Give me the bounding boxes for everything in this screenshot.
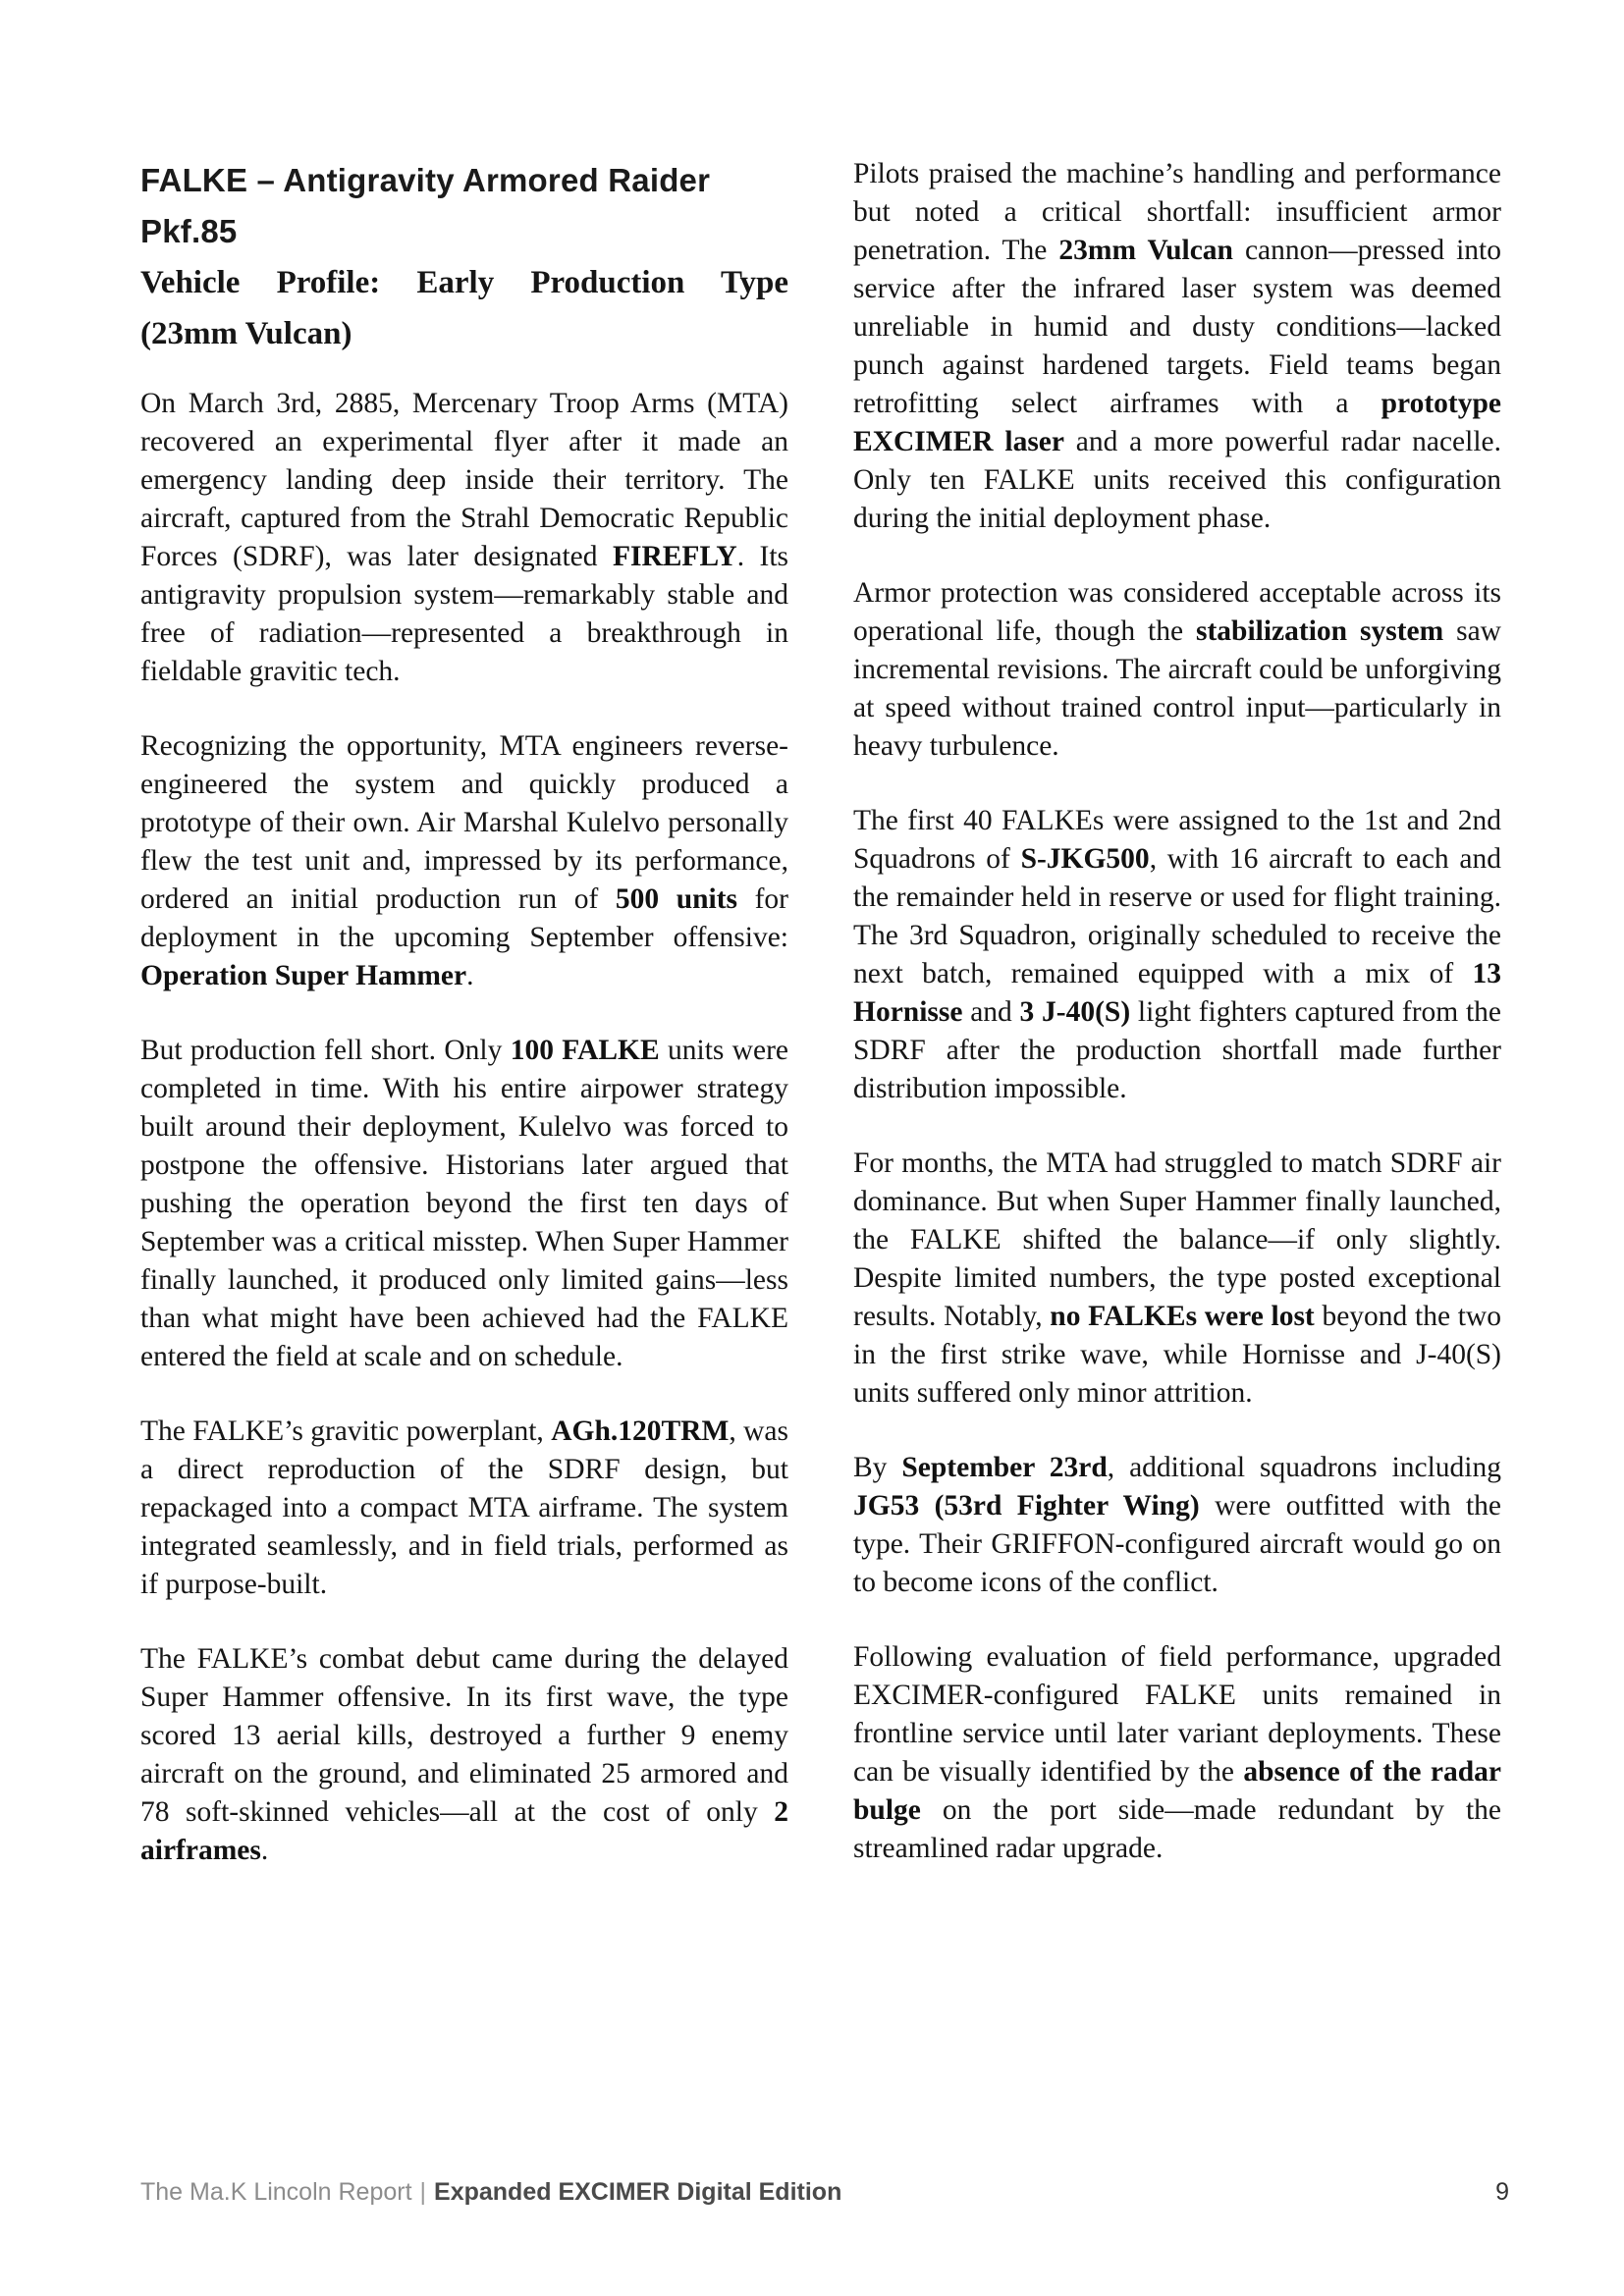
bold-text-run: 100 FALKE (510, 1035, 660, 1066)
text-run: Pilots praised the machine’s handling and performance but noted a critical shortfall: insufficient armor penetration. The (853, 158, 1501, 266)
text-run: beyond the two in the first strike wave, while Hornisse and J-40(S) units suffered only minor attrition. (853, 1301, 1501, 1409)
text-run: The first 40 FALKEs were assigned to the 1st and 2nd Squadrons of (853, 805, 1501, 875)
text-run: , additional squadrons including (1107, 1452, 1501, 1483)
left-column-paragraphs (140, 385, 788, 1870)
bold-text-run: AGh.120TRM (551, 1415, 730, 1447)
bold-text-run: stabilization system (1196, 615, 1444, 647)
bold-text-run: 500 units (615, 883, 738, 915)
text-run: for deployment in the upcoming September offensive: (140, 883, 788, 953)
paragraph (140, 727, 788, 995)
article-subtitle (140, 257, 788, 359)
page-footer (140, 2177, 1509, 2207)
text-run: on the port side—made redundant by the streamlined radar upgrade. (853, 1794, 1501, 1864)
paragraph (853, 1145, 1501, 1413)
footer-brand: The Ma.K Lincoln Report (140, 2178, 412, 2206)
text-run: Recognizing the opportunity, MTA engineers reverse-engineered the system and quickly produced a prototype of their own. Air Marshal Kulelvo personally flew the test unit and, impressed by its performance, ordered an initial production run of (140, 730, 788, 915)
bold-text-run: absence of the radar bulge (853, 1756, 1501, 1826)
paragraph (853, 574, 1501, 766)
text-run: . Its antigravity propulsion system—remarkably stable and free of radiation—represented a breakthrough in fieldable gravitic tech. (140, 541, 788, 687)
text-run: saw incremental revisions. The aircraft could be unforgiving at speed without trained control input—particularly in heavy turbulence. (853, 615, 1501, 762)
paragraph (140, 1032, 788, 1376)
bold-text-run: FIREFLY (612, 541, 737, 572)
text-run: light fighters captured from the SDRF after the production shortfall made further distribution impossible. (853, 996, 1501, 1104)
bold-text-run: 23mm Vulcan (1058, 235, 1233, 266)
text-run: and (962, 996, 1020, 1028)
text-run: By (853, 1452, 902, 1483)
text-run: For months, the MTA had struggled to match SDRF air dominance. But when Super Hammer finally launched, the FALKE shifted the balance—if only slightly. Despite limited numbers, the type posted exceptional results. Notably, (853, 1148, 1501, 1332)
paragraph (853, 1638, 1501, 1868)
bold-text-run: prototype EXCIMER laser (853, 388, 1501, 457)
text-run: Following evaluation of field performance, upgraded EXCIMER-configured FALKE units remained in frontline service until later variant deployments. These can be visually identified by the (853, 1641, 1501, 1788)
text-run: were outfitted with the type. Their GRIFFON-configured aircraft would go on to become icons of the conflict. (853, 1490, 1501, 1598)
article-title (140, 155, 788, 257)
bold-text-run: September 23rd (901, 1452, 1108, 1483)
text-run: and a more powerful radar nacelle. Only ten FALKE units received this configuration during the initial deployment phase. (853, 426, 1501, 534)
text-run: , was a direct reproduction of the SDRF design, but repackaged into a compact MTA airframe. The system integrated seamlessly, and in field trials, performed as if purpose-built. (140, 1415, 788, 1600)
footer-separator: | (419, 2178, 427, 2206)
bold-text-run: JG53 (53rd Fighter Wing) (853, 1490, 1200, 1522)
bold-text-run: Operation Super Hammer (140, 960, 467, 991)
bold-text-run: 13 Hornisse (853, 958, 1501, 1028)
text-run: cannon—pressed into service after the infrared laser system was deemed unreliable in humid and dusty conditions—lacked punch against hardened targets. Field teams began retrofitting select airframes with a (853, 235, 1501, 419)
page-content (140, 155, 1501, 1870)
footer-report-line (140, 2177, 841, 2207)
footer-edition: Expanded EXCIMER Digital Edition (434, 2178, 842, 2206)
paragraph (853, 802, 1501, 1108)
article-subtitle-line-2: (23mm Vulcan) (140, 316, 352, 351)
article-title-line-2: Pkf.85 (140, 213, 238, 249)
text-run: Armor protection was considered acceptable across its operational life, though the (853, 577, 1501, 647)
paragraph (140, 385, 788, 691)
two-column-layout (140, 155, 1501, 1870)
bold-text-run: 3 J-40(S) (1019, 996, 1131, 1028)
article-subtitle-line-1: Vehicle Profile: Early Production Type (140, 265, 788, 300)
left-column (140, 155, 788, 1870)
text-run: . (466, 960, 474, 991)
paragraph (853, 1449, 1501, 1602)
text-run: The FALKE’s combat debut came during the delayed Super Hammer offensive. In its first wave, the type scored 13 aerial kills, destroyed a further 9 enemy aircraft on the ground, and eliminated 25 armored and 78 soft-skinned vehicles—all at the cost of only (140, 1643, 788, 1828)
page-number: 9 (1495, 2178, 1509, 2206)
text-run: On March 3rd, 2885, Mercenary Troop Arms (MTA) recovered an experimental flyer after it made an emergency landing deep inside their territory. The aircraft, captured from the Strahl Democratic Republic Forces (SDRF), was later designated (140, 388, 788, 572)
text-run: , with 16 aircraft to each and the remainder held in reserve or used for flight training. The 3rd Squadron, originally scheduled to receive the next batch, remained equipped with a mix of (853, 843, 1501, 989)
text-run: units were completed in time. With his entire airpower strategy built around their deployment, Kulelvo was forced to postpone the offensive. Historians later argued that pushing the operation beyond the first ten days of September was a critical misstep. When Super Hammer finally launched, it produced only limited gains—less than what might have been achieved had the FALKE entered the field at scale and on schedule. (140, 1035, 788, 1372)
paragraph (140, 1640, 788, 1870)
article-title-line-1: FALKE – Antigravity Armored Raider (140, 162, 711, 198)
paragraph (853, 155, 1501, 538)
bold-text-run: S-JKG500 (1020, 843, 1150, 875)
right-column-paragraphs (853, 155, 1501, 1868)
paragraph (140, 1413, 788, 1604)
right-column (853, 155, 1501, 1868)
text-run: . (260, 1835, 269, 1866)
text-run: The FALKE’s gravitic powerplant, (140, 1415, 552, 1447)
bold-text-run: 2 airframes (140, 1796, 788, 1866)
bold-text-run: no FALKEs were lost (1050, 1301, 1315, 1332)
text-run: But production fell short. Only (140, 1035, 511, 1066)
